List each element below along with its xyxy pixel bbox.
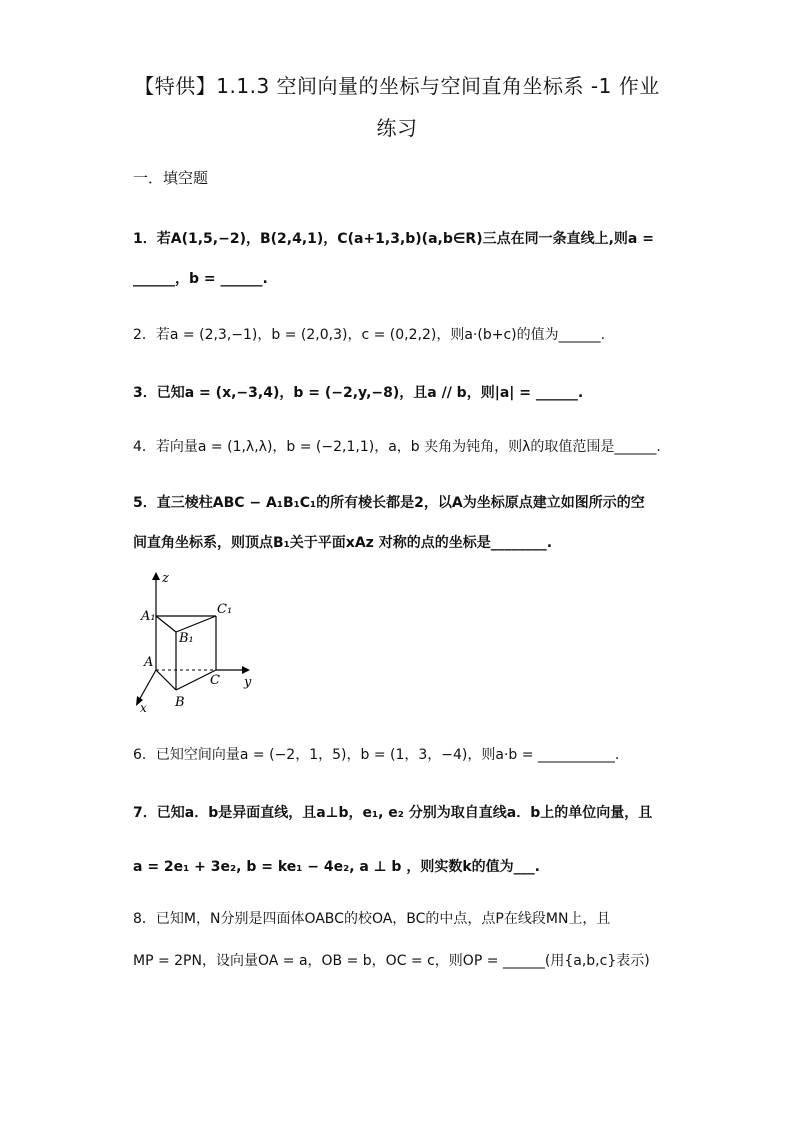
edge-B1C1 [176,616,216,632]
label-x: x [140,701,147,715]
question-7-line2: a = 2e₁ + 3e₂, b = ke₁ − 4e₂, a ⊥ b ，则实数k的值为___. [133,859,540,875]
question-5-line2: 间直角坐标系，则顶点B₁关于平面xAz 对称的点的坐标是________. [133,535,553,551]
label-B1: B₁ [179,631,194,646]
question-6: 6．已知空间向量a = (−2，1，5)，b = (1，3，−4)，则a·b = ___________. [133,747,620,763]
question-8-line2: MP = 2PN，设向量OA = a，OB = b，OC = c，则OP = ______(用{a,b,c}表示) [133,953,650,969]
question-8-line1: 8．已知M，N分别是四面体OABC的校OA，BC的中点，点P在线段MN上，且 [133,911,611,927]
edge-A1B1 [156,616,176,632]
question-2: 2．若a = (2,3,−1)，b = (2,0,3)，c = (0,2,2)，则a·(b+c)的值为______. [133,327,606,343]
x-axis [138,670,156,702]
question-3: 3．已知a = (x,−3,4)，b = (−2,y,−8)，且a // b，则|a| = ______. [133,385,584,401]
label-y: y [244,675,252,690]
label-A1: A₁ [141,609,156,624]
label-C: C [210,673,220,688]
question-5-line1: 5．直三棱柱ABC − A₁B₁C₁的所有棱长都是2，以A为坐标原点建立如图所示的空 [133,495,645,511]
question-7-line1: 7．已知a．b是异面直线，且a⊥b，e₁, e₂ 分别为取自直线a．b上的单位向量，且 [133,805,653,821]
prism-coordinate-figure [128,566,268,716]
section-heading: 一．填空题 [133,169,209,187]
label-A: A [144,655,154,670]
question-1-line1: 1．若A(1,5,−2)，B(2,4,1)，C(a+1,3,b)(a,b∈R)三点在同一条直线上,则a = [133,231,654,247]
question-4: 4．若向量a = (1,λ,λ)，b = (−2,1,1)，a，b 夹角为钝角，则λ的取值范围是______. [133,439,661,455]
label-B: B [175,695,185,710]
page-title-line2: 练习 [376,116,418,140]
edge-AB [156,670,176,690]
label-z: z [162,571,169,586]
label-C1: C₁ [217,602,233,617]
z-axis-arrow [152,572,160,580]
y-axis-arrow [242,666,250,674]
page-title-line1: 【特供】1.1.3 空间向量的坐标与空间直角坐标系 -1 作业 [134,74,660,98]
question-1-line2: ______，b = ______. [133,271,268,287]
